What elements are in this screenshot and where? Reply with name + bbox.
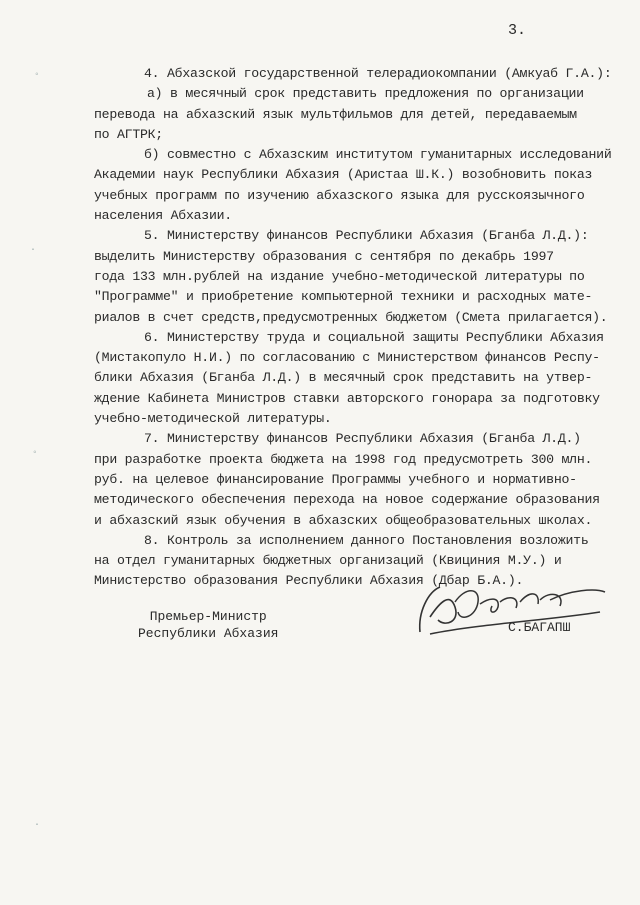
document-line: года 133 млн.рублей на издание учебно-методической литературы по [94, 268, 585, 284]
document-line: учебных программ по изучению абхазского языка для русскоязычного [94, 187, 585, 203]
document-line: риалов в счет средств,предусмотренных бюджетом (Смета прилагается). [94, 309, 608, 325]
signatory-name: С.БАГАПШ [508, 620, 571, 635]
handwritten-signature [400, 572, 610, 642]
document-line: 5. Министерству финансов Республики Абхазия (Бганба Л.Д.): [144, 228, 589, 244]
document-line: 7. Министерству финансов Республики Абхазия (Бганба Л.Д.) [144, 431, 581, 447]
document-line: и абхазский язык обучения в абхазских общеобразовательных школах. [94, 512, 593, 528]
document-body [94, 64, 614, 592]
document-line: 6. Министерству труда и социальной защиты Республики Абхазия [144, 329, 604, 345]
document-line: ждение Кабинета Министров ставки авторского гонорара за подготовку [94, 390, 600, 406]
document-line: 8. Контроль за исполнением данного Постановления возложить [144, 532, 589, 548]
document-line: а) в месячный срок представить предложения по организации [147, 86, 584, 102]
document-line: по АГТРК; [94, 126, 163, 142]
scan-speck: ◦ [32, 448, 39, 459]
scan-speck: · [34, 820, 41, 831]
document-line: учебно-методической литературы. [94, 411, 332, 427]
document-line: (Мистакопуло Н.И.) по согласованию с Министерством финансов Респу- [94, 350, 600, 366]
document-line: на отдел гуманитарных бюджетных организаций (Квициния М.У.) и [94, 553, 562, 569]
document-line: "Программе" и приобретение компьютерной техники и расходных мате- [94, 289, 593, 305]
scan-speck: · [30, 245, 37, 256]
document-line: Академии наук Республики Абхазия (Аристаа Ш.К.) возобновить показ [94, 167, 593, 183]
document-line: населения Абхазии. [94, 208, 232, 224]
signatory-title-line1: Премьер-Министр [149, 609, 267, 624]
document-line: при разработке проекта бюджета на 1998 год предусмотреть 300 млн. [94, 451, 593, 467]
scan-speck: ◦ [34, 70, 41, 81]
document-line: 4. Абхазской государственной телерадиокомпании (Амкуаб Г.А.): [144, 66, 612, 81]
document-line: Министерство образования Республики Абхазия (Дбар Б.А.). [94, 573, 524, 589]
document-line: блики Абхазия (Бганба Л.Д.) в месячный срок представить на утвер- [94, 370, 593, 386]
signatory-title-line2: Республики Абхазия [138, 626, 279, 641]
document-line: методического обеспечения перехода на новое содержание образования [94, 492, 600, 508]
document-line: руб. на целевое финансирование Программы учебного и нормативно- [94, 471, 577, 487]
signatory-title [138, 608, 278, 642]
document-line: б) совместно с Абхазским институтом гуманитарных исследований [144, 147, 612, 163]
page-number: 3. [508, 22, 527, 39]
document-line: выделить Министерству образования с сентября по декабрь 1997 [94, 248, 554, 264]
document-line: перевода на абхазский язык мультфильмов для детей, передаваемым [94, 106, 577, 122]
